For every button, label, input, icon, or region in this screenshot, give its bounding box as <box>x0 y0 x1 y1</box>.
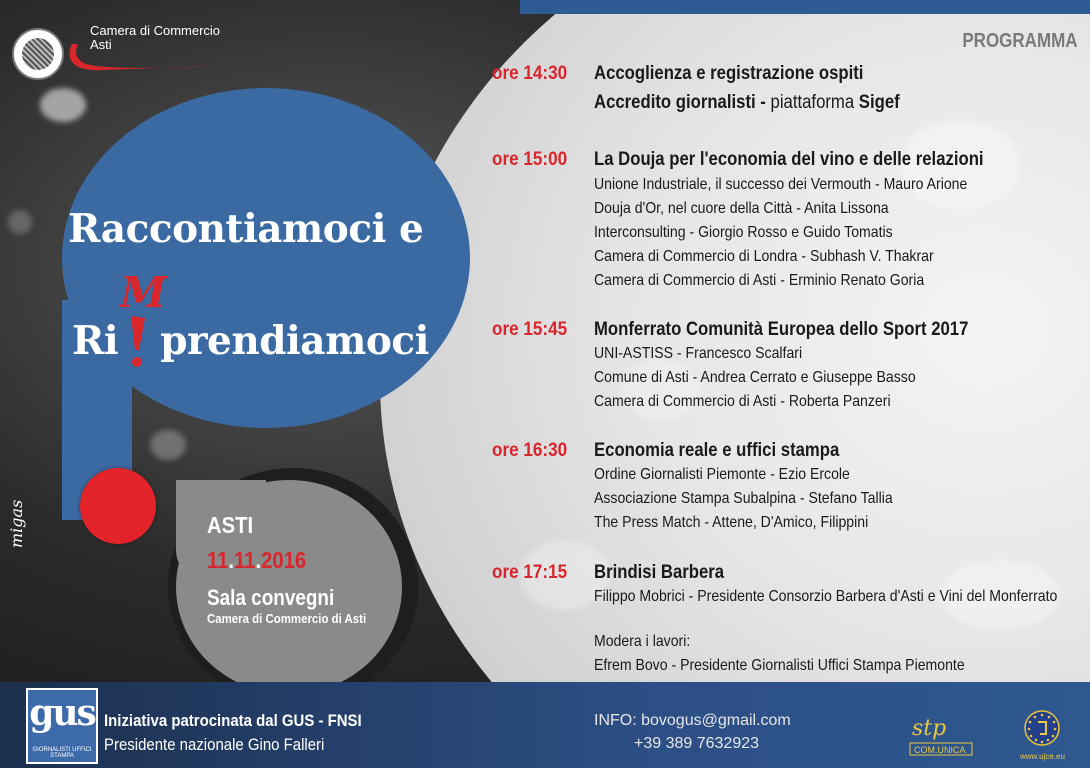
slot-line: Filippo Mobrici - Presidente Consorzio Barbera d'Asti e Vini del Monferrato <box>594 588 1058 605</box>
slot-title: La Douja per l'economia del vino e delle relazioni <box>594 149 984 170</box>
chamber-city: Asti <box>90 37 112 52</box>
date-sep: . <box>228 547 235 573</box>
slot-time: ore 17:15 <box>492 562 568 583</box>
slot-line <box>594 92 900 114</box>
date-month: 11 <box>234 547 256 573</box>
slot-title: Economia reale e uffici stampa <box>594 440 840 461</box>
patronage-text: Iniziativa patrocinata dal GUS - FNSI <box>104 711 362 730</box>
event-date <box>207 547 306 574</box>
event-title-line1: Raccontiamoci e <box>68 206 424 252</box>
bokeh-light <box>40 88 86 122</box>
migas-designer-logo <box>4 470 48 560</box>
slot-line-normal: piattaforma <box>770 92 859 113</box>
date-sep: . <box>255 547 262 573</box>
ujce-logo <box>1018 708 1066 762</box>
slot-time: ore 16:30 <box>492 440 568 461</box>
slot-line: Camera di Commercio di Asti - Roberta Panzeri <box>594 393 891 410</box>
slot-line-bold: Accredito giornalisti - <box>594 92 771 113</box>
programma-label: PROGRAMMA <box>962 30 1078 52</box>
migas-logo-text: migas <box>7 499 26 548</box>
slot-title: Brindisi Barbera <box>594 562 725 583</box>
event-title-line2 <box>72 318 429 364</box>
slot-line: Camera di Commercio di Asti - Erminio Renato Goria <box>594 272 925 289</box>
title-prefix: Ri <box>72 318 119 364</box>
exclamation-icon <box>127 312 149 374</box>
president-text: Presidente nazionale Gino Falleri <box>104 735 325 754</box>
chamber-seal-logo <box>12 28 64 80</box>
bokeh-light <box>8 210 32 234</box>
slot-line: Interconsulting - Giorgio Rosso e Guido Tomatis <box>594 224 893 241</box>
slot-line-bold2: Sigef <box>858 92 900 113</box>
title-red-m: M <box>120 268 167 317</box>
stp-logo-text: stp <box>912 716 947 741</box>
event-venue-sub: Camera di Commercio di Asti <box>207 611 367 626</box>
slot-line: Douja d'Or, nel cuore della Città - Anita Lissona <box>594 200 889 217</box>
slot-line: Ordine Giornalisti Piemonte - Ezio Ercole <box>594 466 850 483</box>
gus-logo-sub: GIORNALISTI UFFICI STAMPA <box>32 747 92 759</box>
info-email[interactable]: INFO: bovogus@gmail.com <box>594 712 791 729</box>
slot-line: Unione Industriale, il successo dei Vermouth - Mauro Arione <box>594 176 968 193</box>
slot-title: Monferrato Comunità Europea dello Sport 2017 <box>594 319 969 340</box>
moderator-name: Efrem Bovo - Presidente Giornalisti Uffici Stampa Piemonte <box>594 657 965 674</box>
stp-logo-sub: COM.UNICA <box>914 745 966 755</box>
title-suffix: prendiamoci <box>160 318 429 364</box>
slot-line: Associazione Stampa Subalpina - Stefano Tallia <box>594 490 893 507</box>
slot-title: Accoglienza e registrazione ospiti <box>594 63 864 84</box>
slot-line: Comune di Asti - Andrea Cerrato e Giuseppe Basso <box>594 369 916 386</box>
slot-time: ore 15:45 <box>492 319 568 340</box>
ujce-url: www.ujce.eu <box>1020 752 1065 761</box>
date-day: 11 <box>207 547 229 573</box>
date-year: 2016 <box>261 547 307 573</box>
stp-comunica-logo <box>908 711 976 759</box>
slot-line: Camera di Commercio di Londra - Subhash V. Thakrar <box>594 248 934 265</box>
chamber-institution: Camera di Commercio <box>90 23 221 38</box>
bokeh-light <box>150 430 186 460</box>
speech-bubble <box>62 88 470 428</box>
red-circle <box>80 468 156 544</box>
moderator-label: Modera i lavori: <box>594 633 691 650</box>
top-band <box>520 0 1090 14</box>
event-venue: Sala convegni <box>207 585 335 610</box>
slot-line: UNI-ASTISS - Francesco Scalfari <box>594 345 803 362</box>
event-city: ASTI <box>207 512 254 538</box>
gus-logo <box>26 688 98 764</box>
slot-time: ore 14:30 <box>492 63 568 84</box>
slot-time: ore 15:00 <box>492 149 568 170</box>
slot-line: The Press Match - Attene, D'Amico, Filippini <box>594 514 869 531</box>
gus-logo-letters: gus <box>29 692 95 734</box>
red-swoosh-icon <box>64 38 222 76</box>
info-phone[interactable]: +39 389 7632923 <box>634 735 760 752</box>
